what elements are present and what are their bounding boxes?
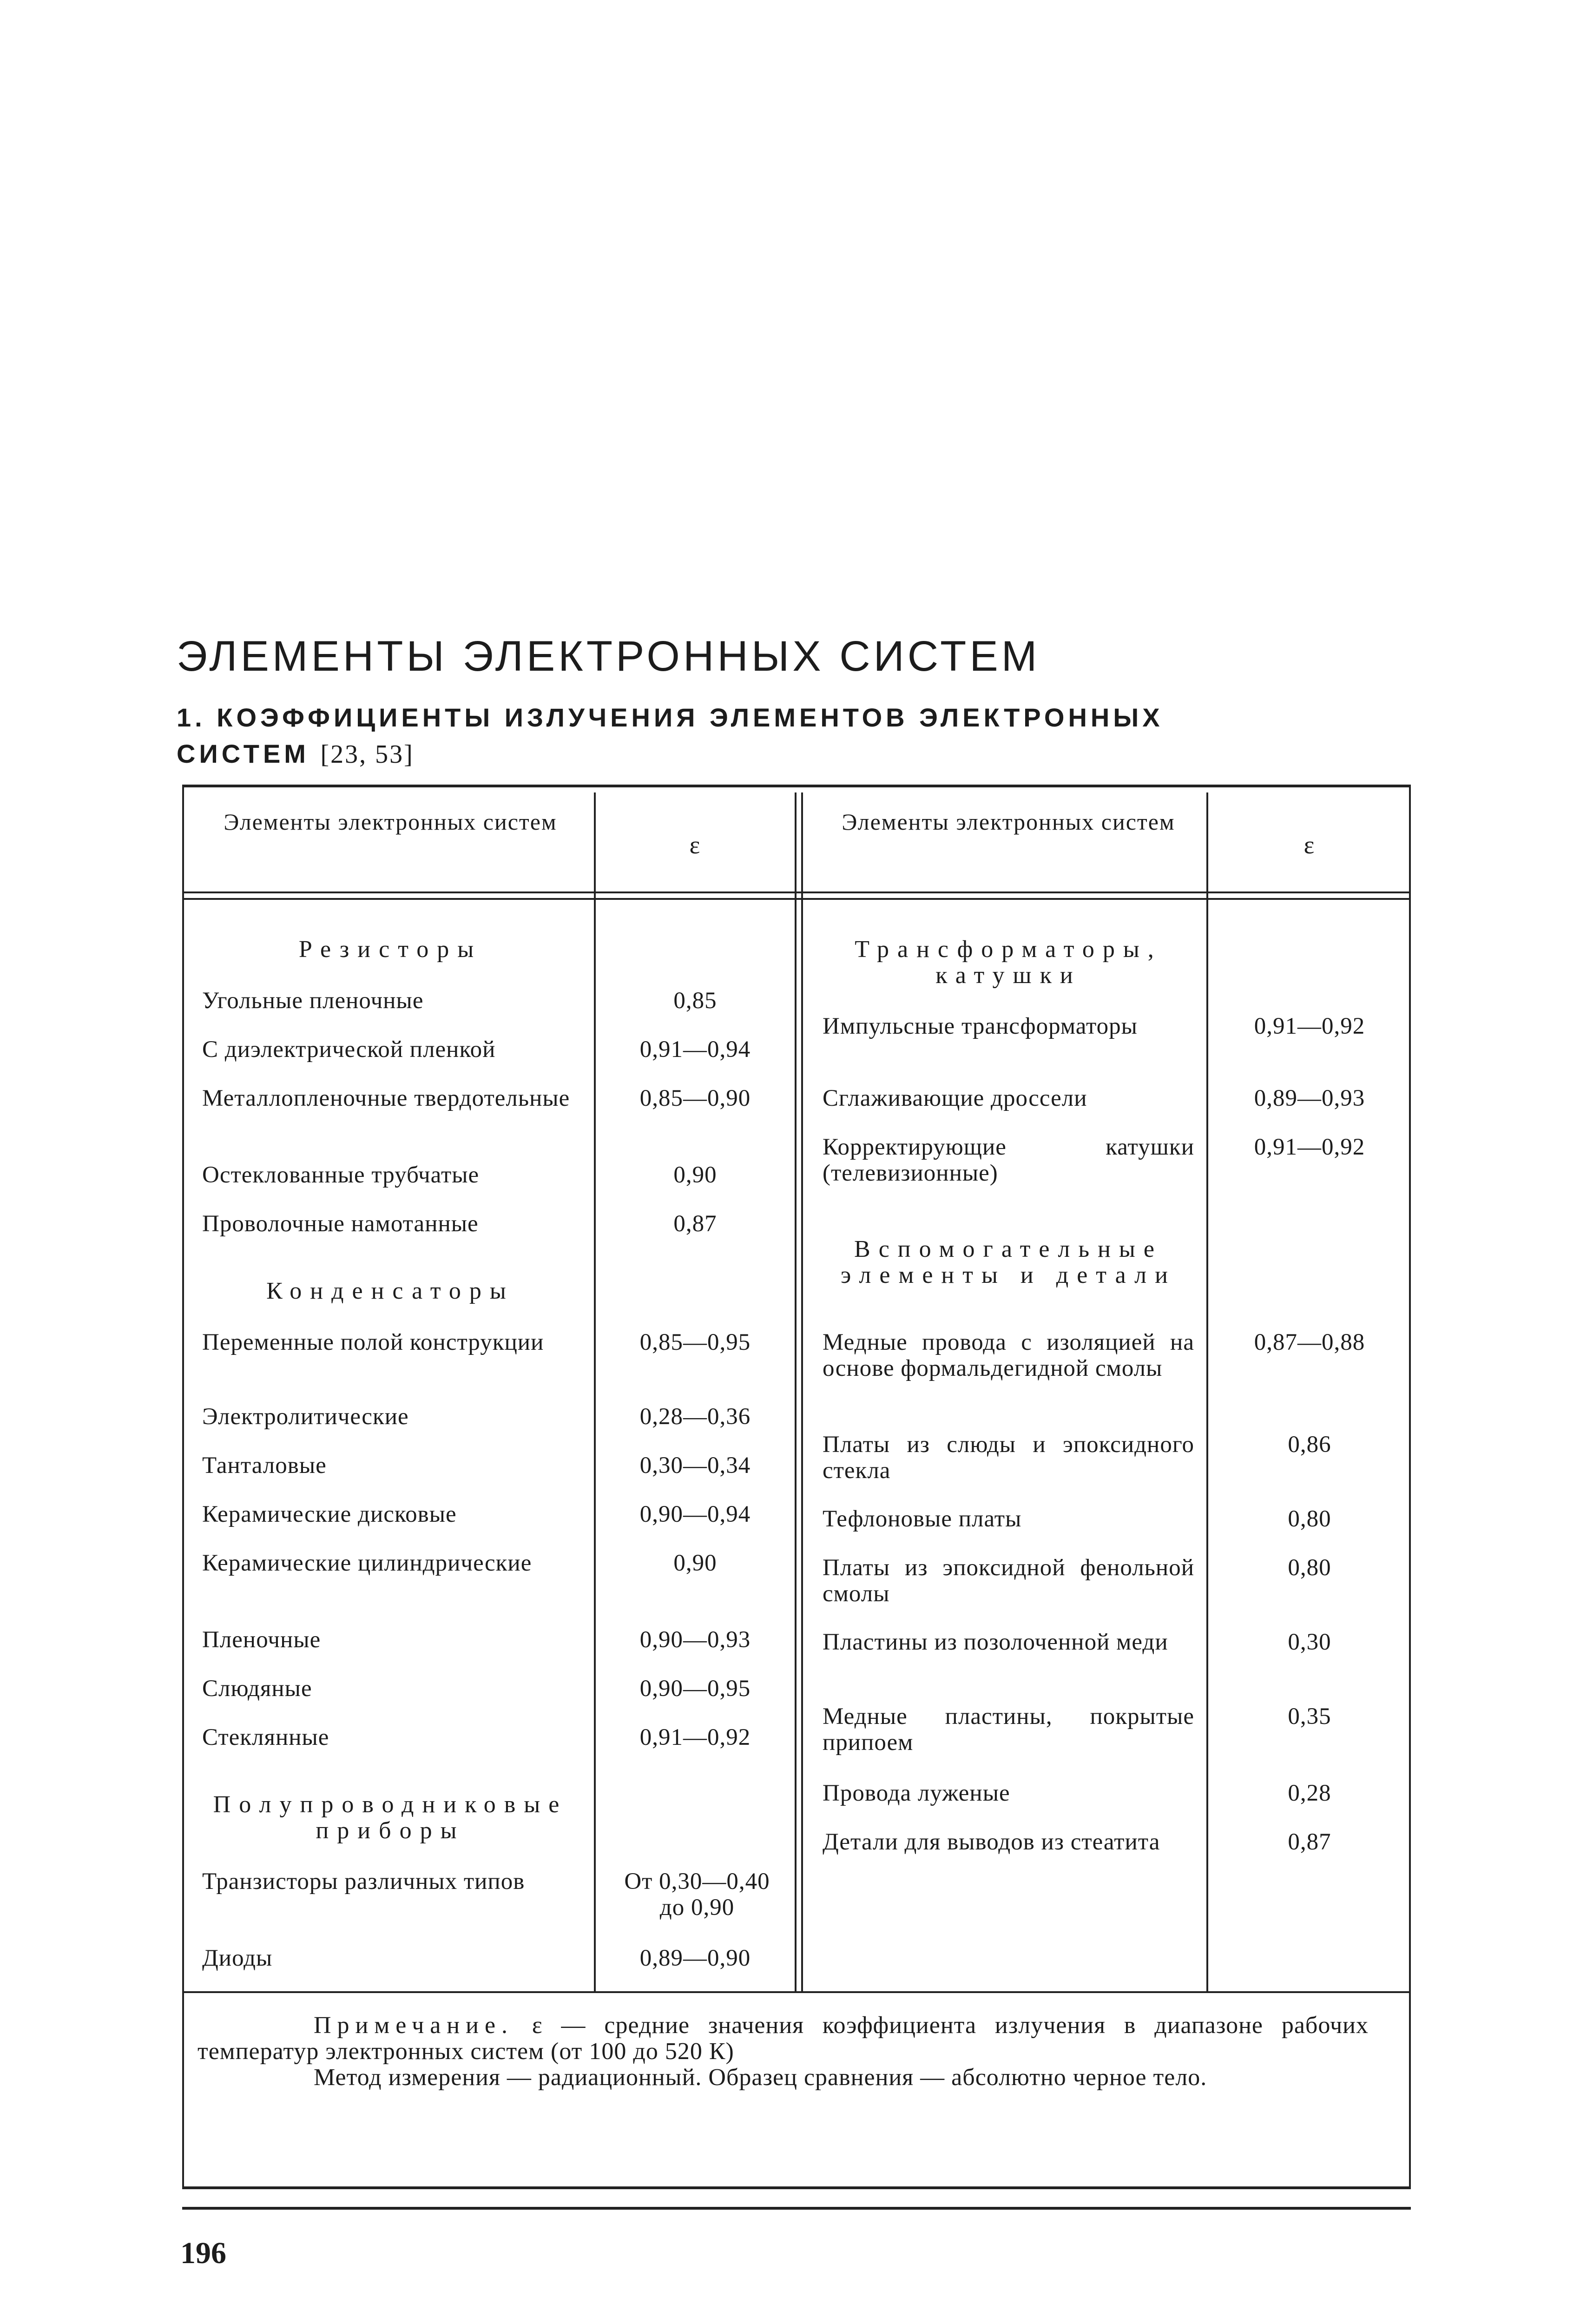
group-title: Резисторы (298, 936, 482, 963)
table-row-name: С диэлектрической пленкой (202, 1037, 496, 1063)
table-row-name: Пленочные (202, 1627, 321, 1653)
table-title-text: 1. КОЭФФИЦИЕНТЫ ИЗЛУЧЕНИЯ ЭЛЕМЕНТОВ ЭЛЕКТРОННЫХ СИСТЕМ (177, 703, 1164, 768)
table-row-name: Слюдяные (202, 1676, 312, 1702)
table-row-name: Керамические цилиндрические (202, 1550, 532, 1576)
table-row-value: 0,90—0,95 (639, 1676, 751, 1702)
bottom-rule (182, 2207, 1411, 2210)
table-row-name: Диоды (202, 1945, 273, 1971)
table-row-value: 0,80 (1288, 1555, 1331, 1581)
table-row-value: 0,91—0,92 (639, 1724, 751, 1750)
table-row-value: 0,80 (1288, 1506, 1331, 1532)
table-row-value: 0,89—0,90 (639, 1945, 751, 1971)
table-row-name: Металлопленочные твердотельные (202, 1085, 570, 1111)
table-row-value: 0,90—0,93 (639, 1627, 751, 1653)
table-row-name: Провода луженые (823, 1780, 1010, 1806)
table-row-name: Угольные пленочные (202, 988, 424, 1014)
table-row-name: Керамические дисковые (202, 1501, 457, 1527)
column-divider (795, 792, 797, 1992)
section-title: ЭЛЕМЕНТЫ ЭЛЕКТРОННЫХ СИСТЕМ (177, 633, 1040, 680)
table-row-name: Платы из слюды и эпоксидного стекла (823, 1432, 1194, 1484)
table-row-name: Корректирующие катушки (телевизионные) (823, 1134, 1194, 1186)
note-line-1: ε — средние значения коэффициента излучения в диапазоне рабочих температур электронных систем (от 100 до 520 К) (198, 2012, 1369, 2065)
table-row-value: 0,90 (673, 1550, 717, 1576)
column-divider (801, 792, 803, 1992)
column-divider (594, 792, 596, 1992)
group-title: Вспомогательные элементы и детали (841, 1236, 1176, 1288)
table-end-rule (182, 1991, 1411, 1993)
table-row-name: Сглаживающие дроссели (823, 1085, 1087, 1111)
table-row-value: 0,91—0,92 (1254, 1013, 1365, 1039)
table-row-value: 0,87 (1288, 1829, 1331, 1855)
table-row-name: Переменные полой конструкции (202, 1329, 544, 1355)
page-number: 196 (180, 2236, 226, 2270)
header-rule (182, 898, 1411, 900)
group-title: Конденсаторы (266, 1278, 514, 1304)
table-row-value: 0,35 (1288, 1703, 1331, 1730)
header-epsilon-right: ε (1304, 831, 1316, 859)
header-element-left: Элементы электронных систем (224, 809, 557, 835)
table-row-name: Проволочные намотанные (202, 1211, 479, 1237)
table-row-name: Остеклованные трубчатые (202, 1162, 480, 1188)
header-rule (182, 891, 1411, 893)
note-lead: Примечание. (314, 2012, 514, 2039)
table-row-name: Медные пластины, покрытые припоем (823, 1703, 1194, 1756)
table-row-name: Электролитические (202, 1404, 409, 1430)
table-row-value: 0,85—0,95 (639, 1329, 751, 1355)
table-row-value: 0,85—0,90 (639, 1085, 751, 1111)
header-epsilon-left: ε (689, 831, 701, 859)
note-line-2: Метод измерения — радиационный. Образец сравнения — абсолютно черное тело. (314, 2064, 1207, 2091)
table-row-name: Пластины из позолоченной меди (823, 1629, 1168, 1655)
table-title (177, 700, 1245, 772)
column-divider (1206, 792, 1208, 1992)
table-row-value: 0,30 (1288, 1629, 1331, 1655)
table-row-name: Платы из эпоксидной фенольной смолы (823, 1555, 1194, 1607)
table-row-value: 0,87 (673, 1211, 717, 1237)
table-row-value: 0,28 (1288, 1780, 1331, 1806)
table-row-value: 0,28—0,36 (639, 1404, 751, 1430)
group-title: Полупроводниковые приборы (213, 1791, 568, 1844)
table-row-value: 0,86 (1288, 1432, 1331, 1458)
table-row-name: Тефлоновые платы (823, 1506, 1022, 1532)
table-row-value: 0,89—0,93 (1254, 1085, 1365, 1111)
table-row-name: Импульсные трансформаторы (823, 1013, 1138, 1039)
table-title-refs: [23, 53] (320, 740, 414, 769)
table-row-name: Стеклянные (202, 1724, 329, 1750)
table-row-value: От 0,30—0,40 до 0,90 (624, 1868, 770, 1921)
table-row-value: 0,85 (673, 988, 717, 1014)
table-row-value: 0,87—0,88 (1254, 1329, 1365, 1355)
table-row-value: 0,91—0,92 (1254, 1134, 1365, 1160)
table-row-name: Детали для выводов из стеатита (823, 1829, 1160, 1855)
table-row-value: 0,30—0,34 (639, 1452, 751, 1479)
table-row-name: Танталовые (202, 1452, 327, 1479)
header-element-right: Элементы электронных систем (842, 809, 1175, 835)
table-row-value: 0,91—0,94 (639, 1037, 751, 1063)
table-note (198, 2013, 1369, 2091)
table-row-value: 0,90 (673, 1162, 717, 1188)
table-row-name: Медные провода с изоляцией на основе формальдегидной смолы (823, 1329, 1194, 1381)
table-row-name: Транзисторы различных типов (202, 1868, 525, 1895)
table-row-value: 0,90—0,94 (639, 1501, 751, 1527)
group-title: Трансформаторы, катушки (855, 936, 1162, 989)
